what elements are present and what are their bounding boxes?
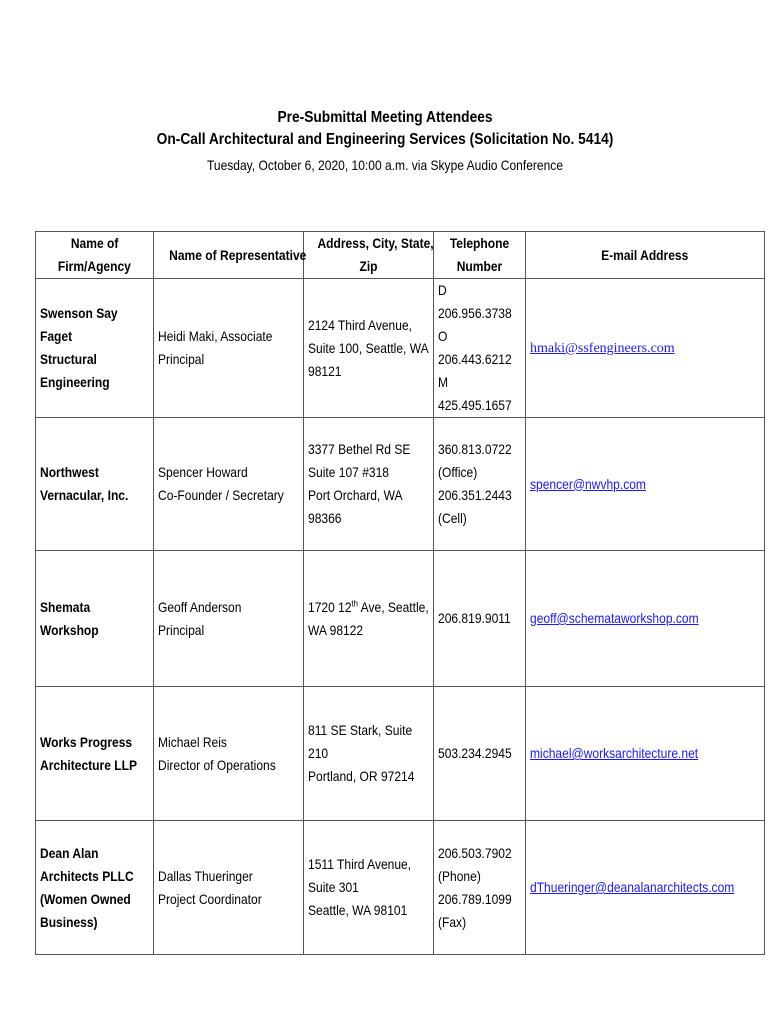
attendees-table <box>35 231 765 955</box>
email-cell <box>526 821 765 955</box>
email-cell <box>526 279 765 418</box>
telephone-cell: 360.813.0722 (Office) 206.351.2443 (Cell) <box>434 418 526 551</box>
telephone-cell: 206.503.7902 (Phone) 206.789.1099 (Fax) <box>434 821 526 955</box>
document-subject: On-Call Architectural and Engineering Services (Solicitation No. 5414) <box>156 131 614 148</box>
address-cell: 2124 Third Avenue, Suite 100, Seattle, WA 98121 <box>304 279 434 418</box>
table-row <box>36 418 765 551</box>
header-telephone: Telephone Number <box>434 232 526 279</box>
representative-cell: Heidi Maki, Associate Principal <box>154 279 304 418</box>
header-email: E-mail Address <box>526 232 765 279</box>
telephone-cell: 206.819.9011 <box>434 551 526 687</box>
address-cell: 1720 12th Ave, Seattle, WA 98122 <box>304 551 434 687</box>
telephone-cell: D 206.956.3738 O 206.443.6212 M 425.495.1657 <box>434 279 526 418</box>
email-link[interactable]: hmaki@ssfengineers.com <box>530 341 675 356</box>
email-cell <box>526 551 765 687</box>
header-firm: Name of Firm/Agency <box>36 232 154 279</box>
header-representative: Name of Representative <box>154 232 304 279</box>
header-address: Address, City, State, Zip <box>304 232 434 279</box>
firm-cell: Shemata Workshop <box>36 551 154 687</box>
representative-cell: Geoff Anderson Principal <box>154 551 304 687</box>
email-link[interactable]: spencer@nwvhp.com <box>530 475 646 492</box>
email-link[interactable]: michael@worksarchitecture.net <box>530 745 699 761</box>
representative-cell: Dallas Thueringer Project Coordinator <box>154 821 304 955</box>
email-link[interactable]: geoff@schemataworkshop.com <box>530 610 699 626</box>
address-cell: 811 SE Stark, Suite 210 Portland, OR 97214 <box>304 687 434 821</box>
document-title: Pre-Submittal Meeting Attendees <box>277 109 493 126</box>
email-cell <box>526 687 765 821</box>
table-row <box>36 687 765 821</box>
representative-cell: Michael Reis Director of Operations <box>154 687 304 821</box>
firm-cell: Swenson Say Faget Structural Engineering <box>36 279 154 418</box>
address-cell: 3377 Bethel Rd SE Suite 107 #318 Port Orchard, WA 98366 <box>304 418 434 551</box>
firm-cell: Works Progress Architecture LLP <box>36 687 154 821</box>
table-header-row <box>36 232 765 279</box>
table-row <box>36 551 765 687</box>
email-cell <box>526 418 765 551</box>
email-link[interactable]: dThueringer@deanalanarchitects.com <box>530 879 735 895</box>
meeting-date: Tuesday, October 6, 2020, 10:00 a.m. via Skype Audio Conference <box>206 157 564 173</box>
table-row <box>36 821 765 955</box>
table-row <box>36 279 765 418</box>
telephone-cell: 503.234.2945 <box>434 687 526 821</box>
firm-cell: Northwest Vernacular, Inc. <box>36 418 154 551</box>
address-cell: 1511 Third Avenue, Suite 301 Seattle, WA 98101 <box>304 821 434 955</box>
title-block <box>0 107 770 175</box>
representative-cell: Spencer Howard Co-Founder / Secretary <box>154 418 304 551</box>
firm-cell: Dean Alan Architects PLLC (Women Owned Business) <box>36 821 154 955</box>
